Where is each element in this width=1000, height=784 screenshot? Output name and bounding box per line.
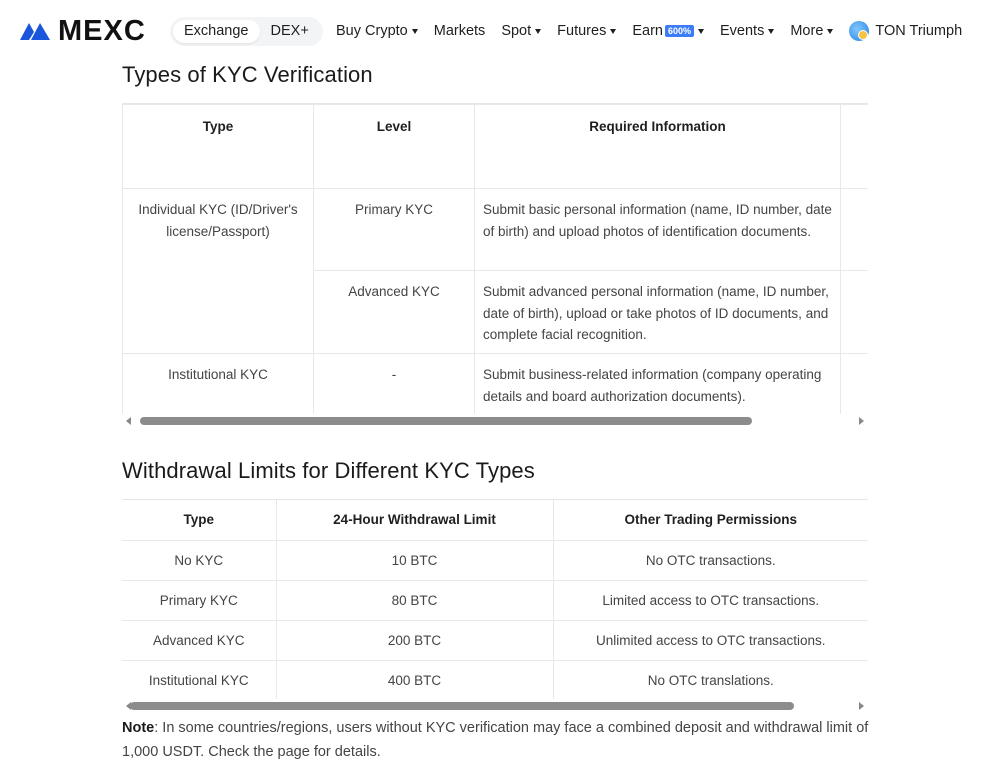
scroll-right-arrow-icon[interactable] bbox=[859, 702, 864, 710]
nav-ton-label: TON Triumph bbox=[875, 23, 963, 39]
nav-ton-triumph[interactable] bbox=[849, 21, 962, 41]
cell-empty bbox=[841, 271, 869, 354]
top-navbar bbox=[0, 0, 1000, 62]
cell-advanced-level: Advanced KYC bbox=[314, 271, 475, 354]
nav-futures-label: Futures bbox=[557, 23, 607, 39]
cell-type: Institutional KYC bbox=[122, 660, 276, 699]
column-header-required-info: Required Information bbox=[475, 105, 841, 189]
cell-institutional-info: Submit business-related information (company operating details and board authorization documents). bbox=[475, 354, 841, 415]
earn-apy-badge: 600% bbox=[665, 25, 694, 37]
cell-individual-type: Individual KYC (ID/Driver's license/Passport) bbox=[123, 189, 314, 354]
cell-limit: 400 BTC bbox=[276, 660, 553, 699]
table-row bbox=[122, 540, 868, 580]
nav-events[interactable] bbox=[720, 23, 774, 39]
scrollbar-thumb[interactable] bbox=[130, 702, 794, 710]
cell-limit: 200 BTC bbox=[276, 620, 553, 660]
table-row bbox=[122, 660, 868, 699]
cell-permission: No OTC translations. bbox=[553, 660, 868, 699]
cell-institutional-type: Institutional KYC bbox=[123, 354, 314, 415]
cell-limit: 10 BTC bbox=[276, 540, 553, 580]
kyc-table-scrollbar[interactable] bbox=[122, 414, 868, 428]
table-header-row bbox=[123, 105, 869, 189]
nav-earn-label: Earn bbox=[632, 23, 663, 39]
table-header-row bbox=[122, 500, 868, 540]
table-row bbox=[123, 354, 869, 415]
nav-more-label: More bbox=[790, 23, 824, 39]
cell-permission: Unlimited access to OTC transactions. bbox=[553, 620, 868, 660]
caret-down-icon bbox=[698, 29, 704, 34]
cell-advanced-info: Submit advanced personal information (name, ID number, date of birth), upload or take photos of ID documents, and complete facial recognition. bbox=[475, 271, 841, 354]
table-row bbox=[122, 620, 868, 660]
exchange-dex-switch bbox=[170, 17, 323, 46]
withdrawal-table-scrollbar[interactable] bbox=[122, 699, 868, 713]
column-header-withdrawal-limit: 24-Hour Withdrawal Limit bbox=[276, 500, 553, 540]
tab-dex[interactable]: DEX+ bbox=[270, 23, 309, 39]
logo-text: MEXC bbox=[58, 15, 146, 47]
caret-down-icon bbox=[412, 29, 418, 34]
cell-permission: No OTC transactions. bbox=[553, 540, 868, 580]
column-header-trading-permissions: Other Trading Permissions bbox=[553, 500, 868, 540]
scrollbar-thumb[interactable] bbox=[140, 417, 752, 425]
withdrawal-limits-table[interactable] bbox=[122, 499, 868, 699]
main-nav bbox=[336, 0, 962, 62]
mexc-logo-icon bbox=[18, 20, 52, 42]
withdrawal-limits-heading: Withdrawal Limits for Different KYC Types bbox=[122, 458, 535, 483]
cell-limit: 80 BTC bbox=[276, 580, 553, 620]
column-header-level: Level bbox=[314, 105, 475, 189]
tab-exchange[interactable]: Exchange bbox=[173, 20, 260, 43]
scroll-left-arrow-icon[interactable] bbox=[126, 417, 131, 425]
cell-institutional-level: - bbox=[314, 354, 475, 415]
caret-down-icon bbox=[827, 29, 833, 34]
cell-primary-info: Submit basic personal information (name, ID number, date of birth) and upload photos of identification documents. bbox=[475, 189, 841, 271]
table-row bbox=[123, 189, 869, 271]
table-row bbox=[122, 580, 868, 620]
note-text: : In some countries/regions, users without KYC verification may face a combined deposit and withdrawal limit of 1,000 USDT. Check the page for details. bbox=[122, 720, 869, 760]
nav-more[interactable] bbox=[790, 23, 833, 39]
nav-markets-label: Markets bbox=[433, 23, 486, 39]
caret-down-icon bbox=[768, 29, 774, 34]
nav-events-label: Events bbox=[720, 23, 765, 39]
cell-permission: Limited access to OTC transactions. bbox=[553, 580, 868, 620]
nav-markets[interactable] bbox=[434, 23, 486, 39]
nav-futures[interactable] bbox=[557, 23, 616, 39]
nav-spot[interactable] bbox=[501, 23, 541, 39]
cell-type: No KYC bbox=[122, 540, 276, 580]
nav-buy-crypto[interactable] bbox=[336, 23, 418, 39]
nav-earn[interactable] bbox=[632, 23, 704, 39]
ton-coin-icon bbox=[849, 21, 869, 41]
note-label: Note bbox=[122, 720, 155, 736]
cell-empty bbox=[841, 189, 869, 271]
column-header-type: Type bbox=[122, 500, 276, 540]
cell-primary-level: Primary KYC bbox=[314, 189, 475, 271]
scroll-right-arrow-icon[interactable] bbox=[859, 417, 864, 425]
column-header-hidden bbox=[841, 105, 869, 189]
caret-down-icon bbox=[610, 29, 616, 34]
kyc-note bbox=[122, 716, 872, 764]
kyc-types-heading: Types of KYC Verification bbox=[122, 62, 373, 87]
caret-down-icon bbox=[535, 29, 541, 34]
column-header-type: Type bbox=[123, 105, 314, 189]
mexc-logo[interactable] bbox=[18, 16, 146, 46]
nav-spot-label: Spot bbox=[501, 23, 532, 39]
cell-empty bbox=[841, 354, 869, 415]
cell-type: Advanced KYC bbox=[122, 620, 276, 660]
nav-buy-crypto-label: Buy Crypto bbox=[336, 23, 408, 39]
cell-type: Primary KYC bbox=[122, 580, 276, 620]
kyc-types-table[interactable] bbox=[122, 103, 868, 414]
